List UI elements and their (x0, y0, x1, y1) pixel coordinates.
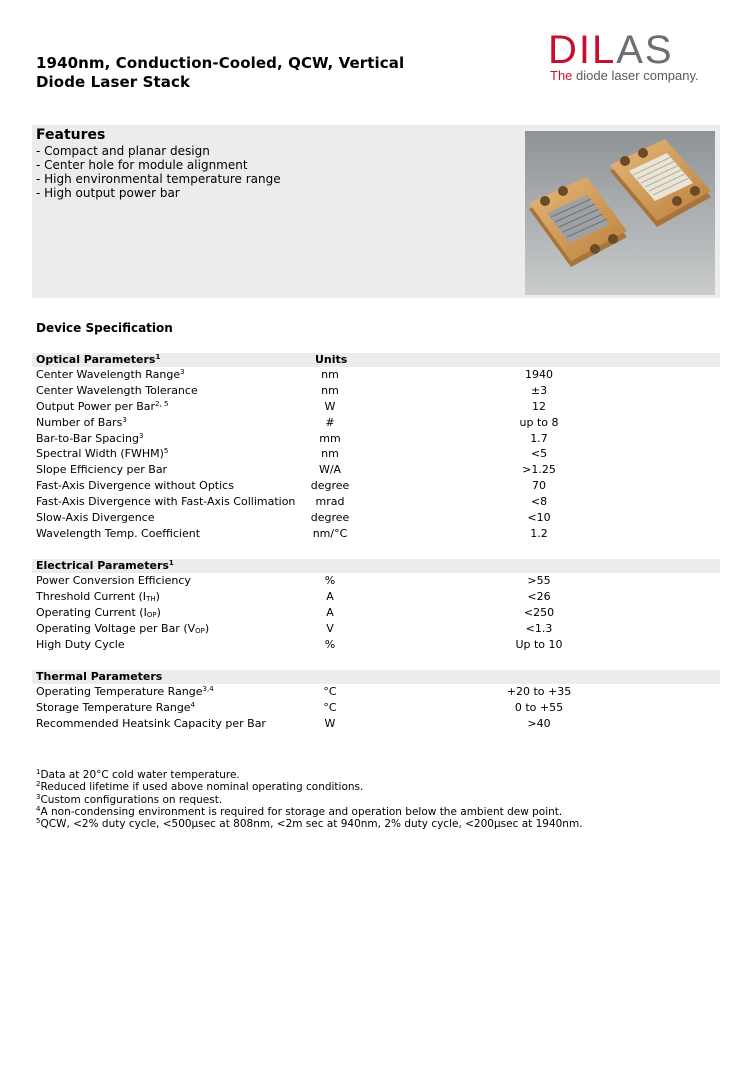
param-value: 12 (532, 399, 546, 413)
table-row (32, 494, 720, 510)
dilas-logo (548, 28, 728, 86)
table-row (32, 510, 720, 526)
param-label: Power Conversion Efficiency (36, 574, 191, 587)
table-row (32, 684, 720, 700)
param-value: +20 to +35 (506, 685, 572, 698)
param-unit: W/A (318, 463, 342, 477)
product-photo (525, 131, 715, 295)
electrical-heading: Electrical Parameters$^1$ (36, 559, 174, 572)
param-unit: % (324, 574, 336, 587)
param-label: Slope Efficiency per Bar (36, 463, 168, 477)
param-unit: W (324, 716, 336, 730)
table-row (32, 478, 720, 494)
param-unit: nm (321, 383, 339, 397)
logo-word-red: DIL (548, 28, 617, 72)
logo-wordmark (548, 28, 674, 72)
param-label: Operating Temperature Range$^{3,4}$ (36, 685, 214, 698)
table-row (32, 700, 720, 716)
table-row (32, 605, 720, 621)
param-label: Slow-Axis Divergence (36, 511, 155, 525)
param-unit: A (326, 605, 334, 619)
table-row (32, 415, 720, 431)
table-row (32, 573, 720, 589)
param-unit: mrad (315, 495, 345, 509)
footnotes (36, 769, 583, 830)
param-label: Threshold Current $(I_{TH})$ (36, 589, 160, 603)
table-row (32, 637, 720, 653)
param-unit: # (325, 415, 335, 429)
logo-tagline-rest: diode laser company. (572, 68, 699, 83)
table-row (32, 431, 720, 447)
param-value: <1.3 (525, 621, 553, 635)
feature-item: - High output power bar (36, 186, 180, 200)
logo-tagline-red: The (550, 68, 573, 83)
table-row (32, 462, 720, 478)
param-unit: nm (321, 368, 339, 381)
product-title (36, 54, 476, 92)
footnote: $^1$Data at 20°C cold water temperature. (36, 768, 240, 781)
param-label: Center Wavelength Tolerance (36, 383, 198, 397)
param-value: <250 (523, 605, 555, 619)
units-heading: Units (315, 353, 348, 366)
param-value: 1.2 (530, 526, 548, 540)
param-unit: mm (319, 431, 341, 445)
param-unit: A (326, 589, 334, 603)
param-label: Recommended Heatsink Capacity per Bar (36, 716, 266, 730)
param-label: Storage Temperature Range$^4$ (36, 700, 196, 714)
param-value: 1940 (525, 368, 553, 381)
param-value: >55 (527, 574, 551, 587)
param-unit: nm/°C (312, 526, 348, 540)
param-label: Operating Voltage per Bar $(V_{OP})$ (36, 621, 210, 635)
footnote: $^3$Custom configurations on request. (36, 792, 223, 806)
param-value: 0 to +55 (514, 700, 564, 714)
param-value: up to 8 (519, 415, 559, 429)
param-unit: nm (321, 447, 339, 461)
param-label: Wavelength Temp. Coefficient (36, 526, 201, 540)
thermal-heading: Thermal Parameters (36, 670, 163, 683)
table-row (32, 399, 720, 415)
optical-heading: Optical Parameters$^1$ (36, 353, 161, 366)
param-value: <10 (527, 511, 551, 525)
param-value: 1.7 (530, 431, 548, 445)
param-unit: degree (310, 511, 350, 525)
section-title: Device Specification (36, 321, 173, 335)
param-label: Output Power per Bar$^{2, 5}$ (36, 399, 169, 413)
thermal-parameters-table (32, 670, 720, 732)
param-unit: °C (323, 685, 337, 698)
param-label: Number of Bars$^3$ (36, 415, 127, 429)
param-label: Operating Current $(I_{OP})$ (36, 605, 161, 619)
param-label: Fast-Axis Divergence with Fast-Axis Collimation (36, 495, 296, 509)
logo-tagline (550, 68, 699, 83)
param-value: >40 (527, 716, 551, 730)
param-value: ±3 (530, 383, 548, 397)
feature-item: - Center hole for module alignment (36, 158, 248, 172)
footnote: $^4$A non-condensing environment is required for storage and operation below the ambient dew point. (36, 804, 563, 818)
param-label: Fast-Axis Divergence without Optics (36, 479, 234, 493)
table-row (32, 526, 720, 542)
table-row (32, 383, 720, 399)
title-line-1: 1940nm, Conduction-Cooled, QCW, Vertical (36, 54, 405, 72)
param-value: 70 (532, 479, 546, 493)
param-unit: V (326, 621, 334, 635)
param-label: Bar-to-Bar Spacing$^3$ (36, 431, 144, 445)
feature-item: - High environmental temperature range (36, 172, 281, 186)
footnote: $^2$Reduced lifetime if used above nominal operating conditions. (36, 780, 364, 794)
param-label: High Duty Cycle (36, 637, 125, 651)
param-unit: degree (310, 479, 350, 493)
logo-word-grey: AS (616, 28, 674, 72)
optical-parameters-table (32, 353, 720, 542)
param-value: Up to 10 (515, 637, 563, 651)
param-value: <8 (530, 495, 548, 509)
features-heading: Features (36, 127, 106, 143)
param-value: <5 (530, 447, 548, 461)
electrical-parameters-table (32, 559, 720, 652)
table-row (32, 621, 720, 637)
optical-header (32, 353, 720, 367)
param-label: Spectral Width (FWHM)$^5$ (36, 447, 169, 461)
param-unit: % (324, 637, 336, 651)
table-row (32, 446, 720, 462)
features-panel (32, 125, 720, 298)
param-value: <26 (527, 589, 551, 603)
table-row (32, 367, 720, 383)
param-label: Center Wavelength Range$^3$ (36, 368, 185, 381)
param-value: >1.25 (522, 463, 556, 477)
title-line-2: Diode Laser Stack (36, 73, 191, 91)
thermal-header (32, 670, 720, 684)
table-row (32, 589, 720, 605)
feature-item: - Compact and planar design (36, 144, 210, 158)
electrical-header (32, 559, 720, 573)
features-list (36, 144, 281, 200)
table-row (32, 716, 720, 732)
param-unit: W (324, 399, 336, 413)
param-unit: °C (323, 700, 337, 714)
footnote: $^5$QCW, <2% duty cycle, <500µsec at 808nm, <2m sec at 940nm, 2% duty cycle, <200µsec at 1940nm. (36, 817, 583, 831)
